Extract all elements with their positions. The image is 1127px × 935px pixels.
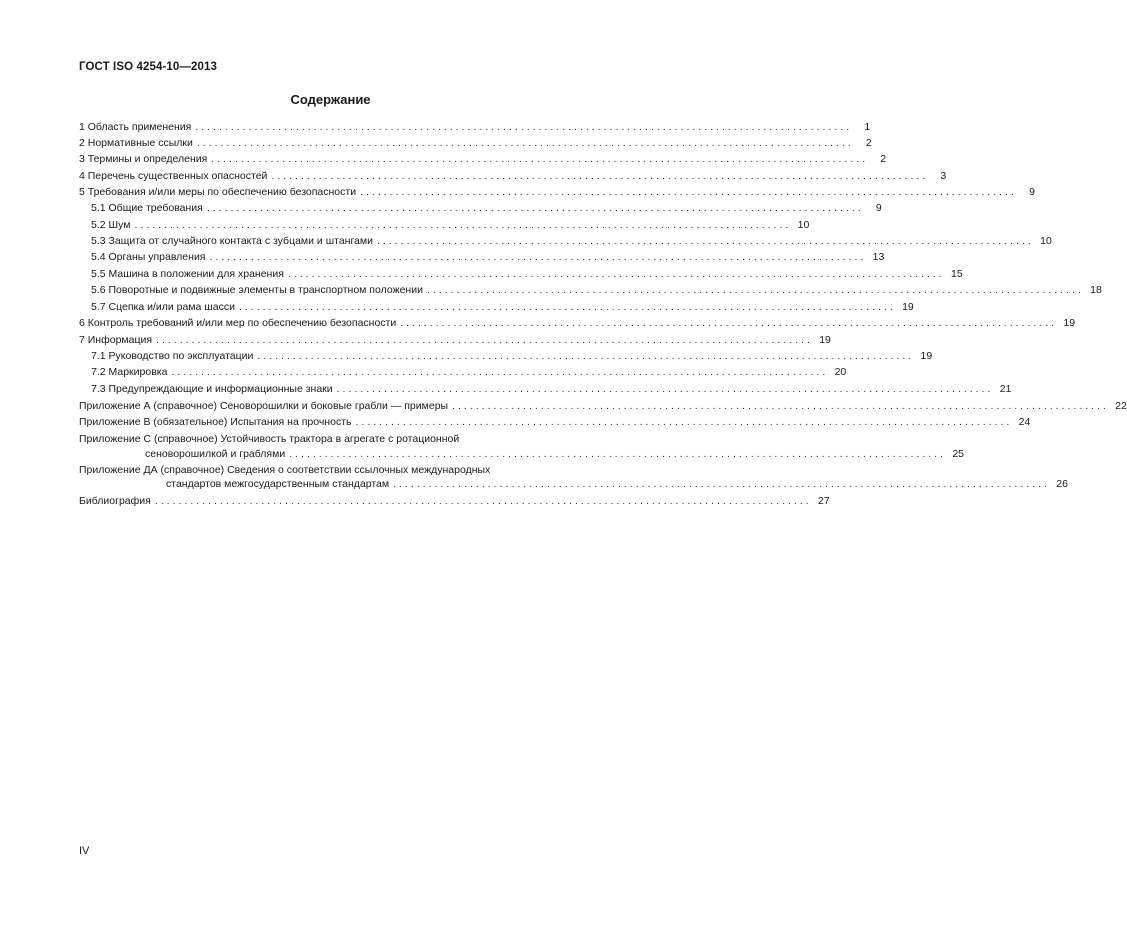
toc-row[interactable] [0, 381, 1012, 397]
toc-entry-title: 3 Термины и определения [79, 153, 208, 165]
toc-leader: ............................................................................................................... [376, 235, 1034, 247]
toc-entry-title: 5.4 Органы управления [91, 251, 206, 263]
toc-entry-page: 1 [864, 121, 871, 133]
toc-entry-page: 9 [1029, 186, 1035, 198]
toc-row[interactable] [0, 348, 933, 364]
toc-entry-page: 21 [999, 383, 1012, 395]
toc-entry-title: Приложение А (справочное) Сеноворошилки и боковые грабли — примеры [79, 400, 449, 412]
standard-header: ГОСТ ISO 4254-10—2013 [79, 61, 217, 73]
toc-row[interactable] [0, 493, 830, 509]
toc-row[interactable] [0, 266, 963, 282]
toc-leader: ............................................................................................................... [393, 478, 1050, 490]
toc-leader: ............................................................................................................... [289, 448, 947, 460]
toc-leader: ............................................................................................................... [400, 317, 1058, 329]
toc-entry-title: 5.5 Машина в положении для хранения [91, 268, 284, 280]
toc-leader: ............................................................................................................... [156, 334, 813, 346]
toc-leader: ............................................................................................................... [195, 121, 853, 133]
toc-leader: ............................................................................................................... [257, 350, 915, 362]
toc-entry-page: 20 [834, 366, 847, 378]
toc-entry-title: Приложение ДА (справочное) Сведения о соответствии ссылочных международных [79, 464, 491, 476]
toc-row[interactable] [0, 414, 1031, 430]
toc-entry-title: 5.6 Поворотные и подвижные элементы в транспортном положении [91, 284, 423, 296]
toc-leader: ............................................................................................................... [171, 366, 829, 378]
toc-entry-page: 9 [875, 202, 882, 214]
toc-entry-title: 7.1 Руководство по эксплуатации [91, 350, 254, 362]
toc-entry-title: 7 Информация [79, 334, 153, 346]
toc-row[interactable] [0, 168, 947, 184]
toc-entry-page: 2 [880, 153, 887, 165]
toc-row[interactable] [0, 184, 1035, 200]
toc-entry-page: 2 [865, 137, 872, 149]
toc-entry-page: 10 [1040, 235, 1052, 247]
toc-row[interactable] [0, 299, 914, 315]
toc-row[interactable] [0, 446, 965, 462]
toc-entry-title: Приложение В (обязательное) Испытания на прочность [79, 416, 352, 428]
toc-entry-title: 5.1 Общие требования [91, 202, 203, 214]
page-title: Содержание [290, 92, 371, 107]
toc-entry-title: 1 Область применения [79, 121, 192, 133]
toc-entry-page: 19 [819, 334, 831, 346]
toc-entry-title: 4 Перечень существенных опасностей [79, 170, 268, 182]
toc-leader: ............................................................................................................... [287, 268, 945, 280]
toc-row[interactable] [0, 315, 1076, 331]
toc-leader: ............................................................................................................... [355, 416, 1013, 428]
toc-entry-page: 18 [1090, 284, 1102, 296]
toc-leader: ............................................................................................................... [211, 153, 869, 165]
toc-entry-title: 6 Контроль требований и/или мер по обеспечению безопасности [79, 317, 397, 329]
toc-leader: ............................................................................................................... [196, 137, 854, 149]
toc-entry-title: 5.3 Защита от случайного контакта с зубцами и штангами [91, 235, 373, 247]
toc-entry-title: Приложение С (справочное) Устойчивость трактора в агрегате с ротационной [79, 433, 460, 445]
toc-entry-page: 24 [1018, 416, 1031, 428]
page-number: IV [79, 845, 90, 857]
toc-row[interactable] [0, 233, 1052, 249]
toc-row[interactable] [0, 282, 1102, 298]
toc-entry-page: 10 [797, 219, 810, 231]
toc-row[interactable] [0, 398, 1127, 414]
toc-entry-title: сеноворошилкой и граблями [145, 448, 286, 460]
toc-row[interactable] [0, 431, 661, 447]
toc-row[interactable] [0, 119, 871, 135]
toc-entry-page: 13 [872, 251, 885, 263]
toc-row[interactable] [0, 135, 872, 151]
toc-leader: ............................................................................................................... [154, 495, 812, 507]
toc-entry-page: 19 [902, 301, 914, 313]
toc-entry-page: 15 [951, 268, 963, 280]
toc-entry-title: 5.2 Шум [91, 219, 131, 231]
toc-leader: ............................................................................................................... [336, 383, 994, 395]
toc-row[interactable] [0, 476, 1068, 492]
toc-entry-title: 7.3 Предупреждающие и информационные знаки [91, 383, 333, 395]
toc-entry-title: 2 Нормативные ссылки [79, 137, 193, 149]
toc-row[interactable] [0, 332, 831, 348]
toc-entry-page: 22 [1115, 400, 1127, 412]
toc-entry-title: Библиография [79, 495, 151, 507]
toc-row[interactable] [0, 217, 810, 233]
toc-leader: ............................................................................................................... [134, 219, 792, 231]
toc-entry-page: 19 [920, 350, 933, 362]
toc-entry-title: 5.7 Сцепка и/или рама шасси [91, 301, 235, 313]
toc-row[interactable] [0, 364, 847, 380]
toc-leader: ............................................................................................................... [426, 284, 1084, 296]
toc-entry-page: 3 [940, 170, 947, 182]
toc-leader: ............................................................................................................... [238, 301, 896, 313]
toc-entry-page: 26 [1056, 478, 1068, 490]
toc-leader: ............................................................................................................... [209, 251, 867, 263]
toc-leader: ............................................................................................................... [360, 186, 1017, 198]
toc-entry-title: 5 Требования и/или меры по обеспечению безопасности [79, 186, 357, 198]
toc-leader: ............................................................................................................... [206, 202, 864, 214]
toc-entry-title: стандартов межгосударственным стандартам [166, 478, 390, 490]
toc-entry-page: 19 [1063, 317, 1076, 329]
toc-row[interactable] [0, 249, 885, 265]
toc-leader: ............................................................................................................... [271, 170, 929, 182]
toc-entry-page: 27 [817, 495, 830, 507]
toc-leader: ............................................................................................................... [452, 400, 1109, 412]
toc-entry-title: 7.2 Маркировка [91, 366, 168, 378]
toc-row[interactable] [0, 151, 887, 167]
toc-entry-page: 25 [952, 448, 965, 460]
toc-row[interactable] [0, 200, 882, 216]
